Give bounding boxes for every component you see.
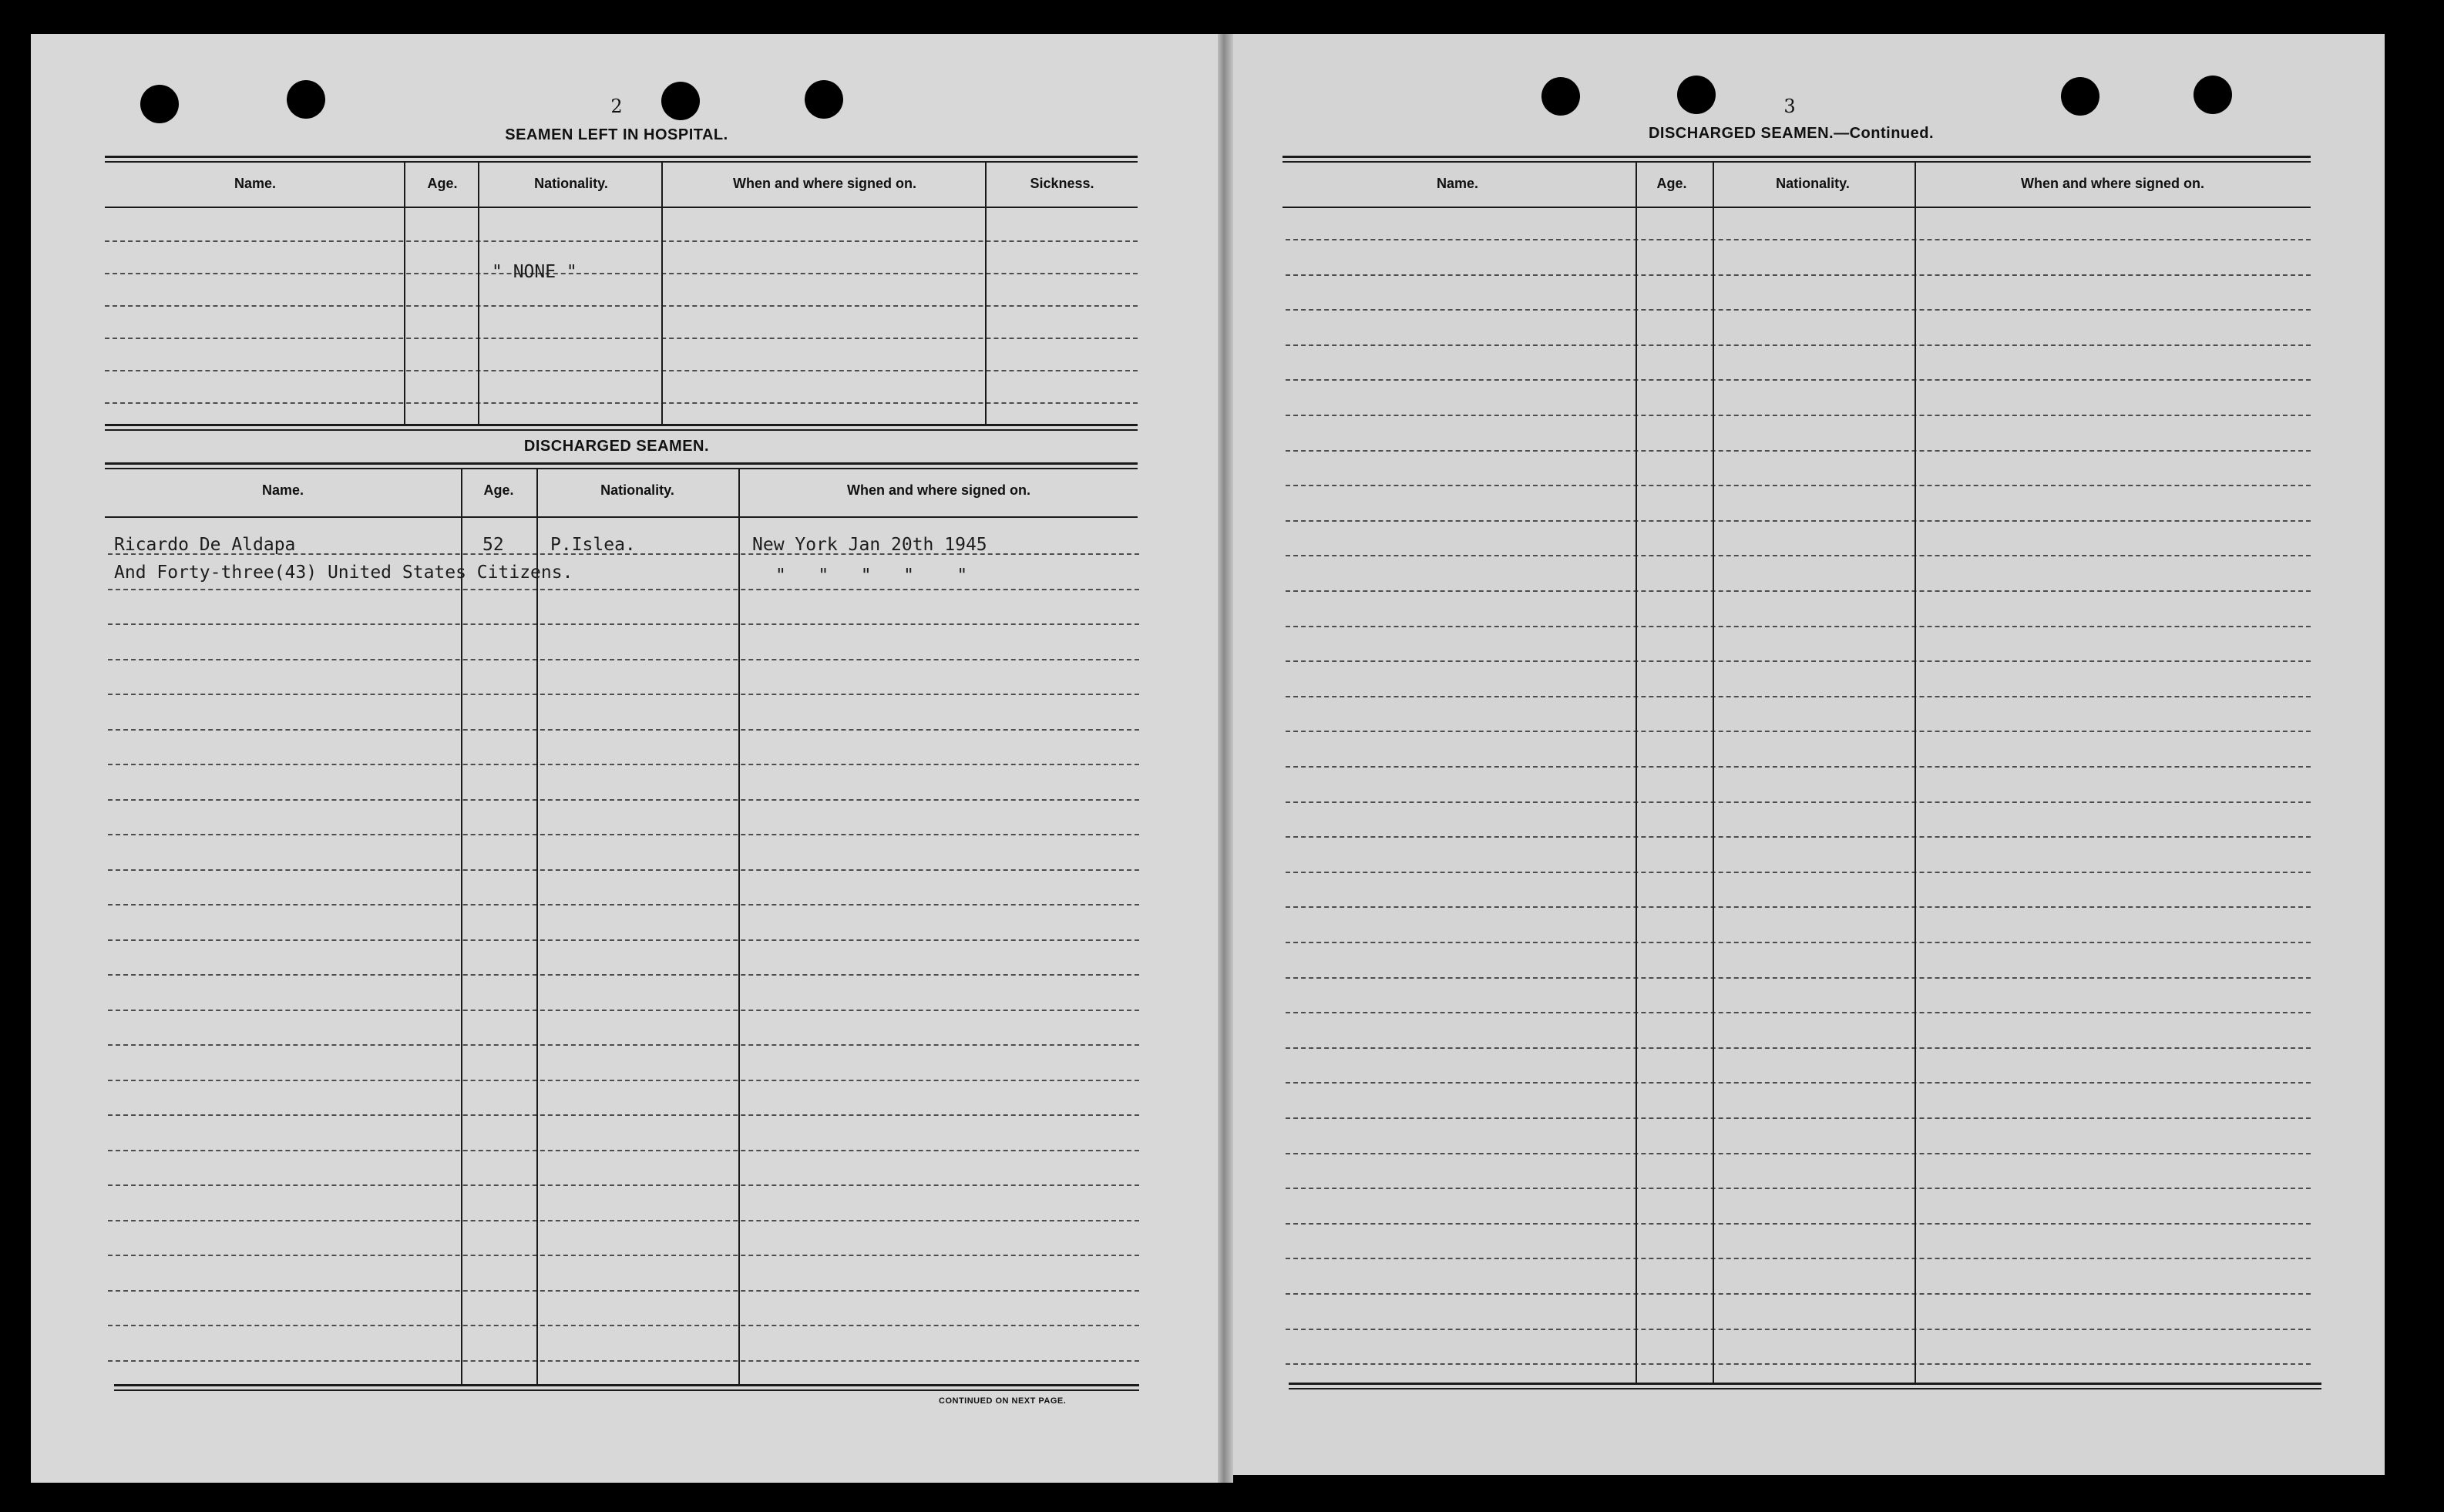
punch-hole — [805, 80, 843, 119]
rule — [105, 161, 1138, 163]
rule — [1289, 1388, 2321, 1389]
hospital-entry: " NONE " — [492, 262, 577, 282]
discharged-section-title: DISCHARGED SEAMEN. — [523, 438, 710, 455]
row-line — [108, 1010, 1139, 1011]
continued-col-signed-on: When and where signed on. — [2020, 176, 2205, 191]
rule — [105, 468, 1138, 469]
row-line — [1286, 731, 2311, 732]
row-line — [108, 1255, 1139, 1256]
continued-col-age: Age. — [1656, 176, 1687, 191]
column-divider — [985, 162, 987, 425]
punch-hole — [2194, 76, 2232, 114]
row-line — [1286, 942, 2311, 943]
row-line — [1286, 239, 2311, 240]
discharged-col-name: Name. — [261, 482, 304, 498]
row-line — [108, 694, 1139, 695]
row-line — [1286, 309, 2311, 311]
row-line — [1286, 344, 2311, 346]
continued-note: CONTINUED ON NEXT PAGE. — [939, 1396, 1067, 1406]
row-line — [108, 729, 1139, 731]
row-line — [1286, 485, 2311, 486]
row-line — [108, 1080, 1139, 1081]
row-line — [1286, 450, 2311, 452]
row-line — [1286, 520, 2311, 522]
row-line — [105, 338, 1138, 339]
row-line — [105, 370, 1138, 371]
row-line — [105, 273, 1138, 274]
row-line — [1286, 1258, 2311, 1259]
row-line — [1286, 766, 2311, 768]
punch-hole — [140, 85, 179, 123]
row-line — [108, 799, 1139, 801]
row-line — [1286, 555, 2311, 556]
row-line — [108, 1044, 1139, 1046]
row-line — [105, 402, 1138, 404]
column-divider — [478, 162, 479, 425]
rule — [1289, 1383, 2321, 1385]
row-line — [1286, 660, 2311, 662]
discharged-row-age: 52 — [482, 535, 504, 555]
row-line — [1286, 801, 2311, 803]
row-line — [108, 589, 1139, 590]
row-line — [1286, 1363, 2311, 1365]
rule — [105, 156, 1138, 158]
row-line — [108, 764, 1139, 765]
hospital-section-title: SEAMEN LEFT IN HOSPITAL. — [505, 126, 728, 143]
rule — [105, 516, 1138, 518]
row-line — [108, 869, 1139, 871]
row-line — [108, 1290, 1139, 1292]
rule — [105, 462, 1138, 465]
row-line — [1286, 1117, 2311, 1119]
discharged-col-nationality: Nationality. — [600, 482, 674, 498]
page-fold — [1218, 34, 1233, 1483]
row-line — [1286, 872, 2311, 873]
row-line — [1286, 1329, 2311, 1330]
row-line — [1286, 1012, 2311, 1013]
rule — [114, 1384, 1139, 1386]
row-line — [1286, 1223, 2311, 1225]
column-divider — [1635, 162, 1637, 1384]
column-divider — [461, 469, 462, 1386]
column-divider — [1915, 162, 1916, 1384]
punch-hole — [1677, 76, 1716, 114]
rule — [114, 1389, 1139, 1391]
row-line — [1286, 1293, 2311, 1295]
row-line — [108, 834, 1139, 835]
continued-col-name: Name. — [1436, 176, 1479, 191]
discharged-row-name: Ricardo De Aldapa — [114, 535, 296, 555]
rule — [105, 424, 1138, 426]
rule — [1283, 207, 2311, 208]
discharged-row-name: And Forty-three(43) United States Citizens. — [114, 563, 573, 583]
row-line — [1286, 379, 2311, 381]
row-line — [1286, 977, 2311, 979]
row-line — [108, 1325, 1139, 1326]
row-line — [105, 305, 1138, 307]
page-number: 2 — [610, 96, 623, 117]
hospital-col-signed-on: When and where signed on. — [732, 176, 917, 191]
row-line — [1286, 1188, 2311, 1189]
rule — [105, 207, 1138, 208]
row-line — [1286, 274, 2311, 276]
row-line — [108, 939, 1139, 941]
row-line — [1286, 696, 2311, 697]
row-line — [108, 659, 1139, 660]
left-page — [31, 34, 1218, 1483]
hospital-col-age: Age. — [427, 176, 458, 191]
discharged-col-signed-on: When and where signed on. — [846, 482, 1031, 498]
row-line — [1286, 1153, 2311, 1154]
row-line — [108, 1150, 1139, 1151]
row-line — [1286, 906, 2311, 908]
discharged-row-signed-on: " " " " " — [775, 566, 968, 586]
row-line — [1286, 1082, 2311, 1084]
column-divider — [404, 162, 405, 425]
row-line — [108, 904, 1139, 906]
continued-col-nationality: Nationality. — [1776, 176, 1850, 191]
row-line — [105, 240, 1138, 242]
row-line — [108, 1184, 1139, 1186]
discharged-continued-title: DISCHARGED SEAMEN.—Continued. — [1648, 125, 1935, 142]
row-line — [108, 974, 1139, 976]
row-line — [108, 1114, 1139, 1116]
row-line — [1286, 836, 2311, 838]
rule — [1283, 161, 2311, 163]
hospital-col-name: Name. — [234, 176, 277, 191]
hospital-col-sickness: Sickness. — [1030, 176, 1094, 191]
punch-hole — [661, 82, 700, 120]
discharged-col-age: Age. — [483, 482, 514, 498]
punch-hole — [287, 80, 325, 119]
column-divider — [1713, 162, 1714, 1384]
row-line — [1286, 415, 2311, 416]
column-divider — [536, 469, 538, 1386]
row-line — [108, 623, 1139, 625]
punch-hole — [2061, 77, 2099, 116]
row-line — [1286, 590, 2311, 592]
row-line — [108, 1220, 1139, 1221]
discharged-row-signed-on: New York Jan 20th 1945 — [752, 535, 987, 555]
page-number: 3 — [1783, 96, 1796, 117]
row-line — [1286, 1047, 2311, 1049]
punch-hole — [1541, 77, 1580, 116]
row-line — [1286, 626, 2311, 627]
column-divider — [661, 162, 663, 425]
discharged-row-nationality: P.Islea. — [550, 535, 636, 555]
rule — [1283, 156, 2311, 158]
column-divider — [738, 469, 740, 1386]
rule — [105, 429, 1138, 431]
row-line — [108, 1360, 1139, 1362]
hospital-col-nationality: Nationality. — [534, 176, 608, 191]
